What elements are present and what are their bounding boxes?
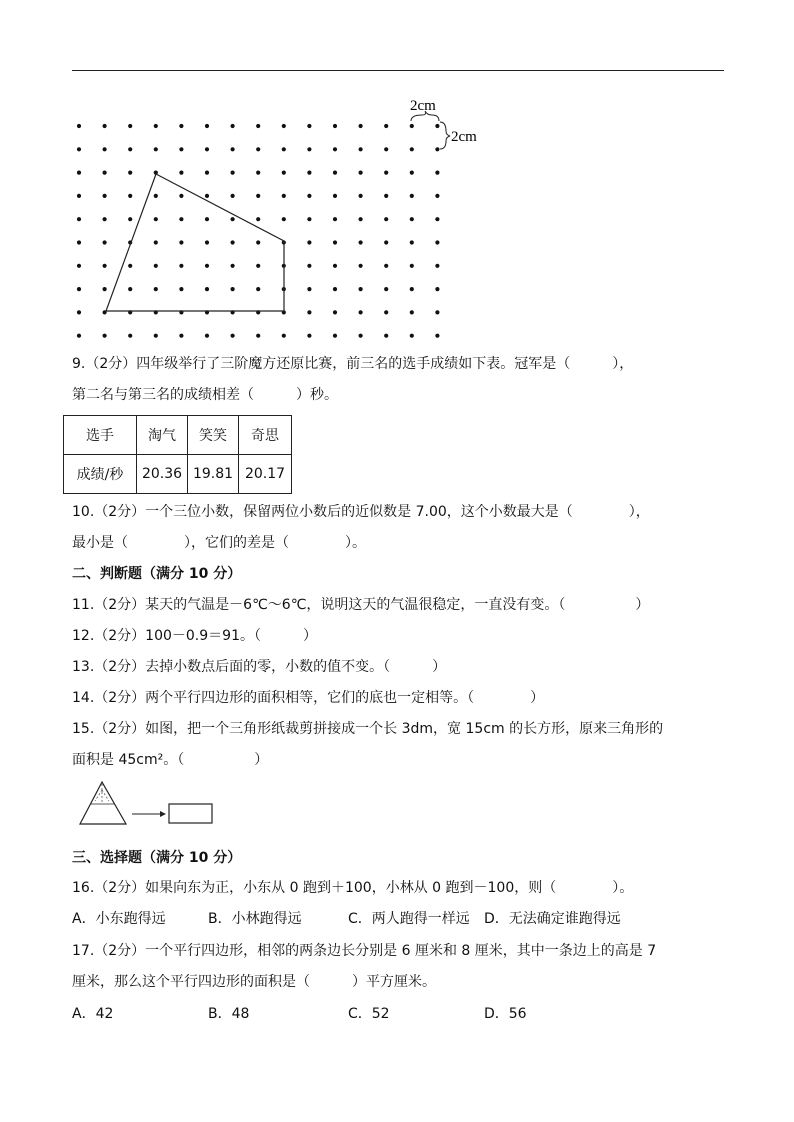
grid-dot [282,217,286,221]
grid-dot [103,147,107,151]
grid-dot [307,217,311,221]
grid-dot [410,194,414,198]
grid-dot [103,334,107,338]
grid-dot [359,334,363,338]
table-header-cell: 笑笑 [188,416,239,455]
grid-dot [128,217,132,221]
grid-dot [307,124,311,128]
grid-dot [435,240,439,244]
grid-dot [103,194,107,198]
grid-dot [359,171,363,175]
q16-option-a: A．小东跑得远 [72,911,166,927]
grid-dot [128,194,132,198]
grid-dot [77,310,81,314]
triangle-dash-left [95,790,102,801]
grid-dot [205,334,209,338]
grid-dot [205,217,209,221]
grid-dot [359,217,363,221]
grid-dot [282,194,286,198]
table-header-cell: 奇思 [239,416,292,455]
grid-dot [333,310,337,314]
q15-line1: 15.（2分）如图，把一个三角形纸裁剪拼接成一个长 3dm，宽 15cm 的长方形，原来三角形的 [72,721,664,737]
grid-dot [103,124,107,128]
grid-dot [179,194,183,198]
grid-dot [410,217,414,221]
table-row [64,455,292,494]
grid-dot [256,194,260,198]
grid-dot [103,171,107,175]
grid-dot [77,147,81,151]
grid-dot [103,217,107,221]
grid-dot [282,147,286,151]
grid-dot [333,171,337,175]
grid-dot [154,147,158,151]
grid-dot [384,287,388,291]
dot-grid-figure [0,0,794,345]
grid-dot [77,287,81,291]
grid-dot [179,217,183,221]
grid-dot [205,287,209,291]
q16-option-d: D．无法确定谁跑得远 [484,911,621,927]
grid-dot [205,240,209,244]
grid-dot [205,147,209,151]
grid-dots [77,124,440,338]
grid-dot [128,171,132,175]
grid-dot [179,124,183,128]
grid-dot [231,217,235,221]
grid-dot [384,264,388,268]
grid-dot [231,287,235,291]
grid-dot [231,264,235,268]
grid-dot [410,264,414,268]
grid-dot [384,334,388,338]
grid-dot [333,287,337,291]
grid-dot [435,124,439,128]
grid-dot [77,194,81,198]
q17-option-a: A．42 [72,1006,114,1022]
table-cell: 20.17 [239,455,292,494]
grid-dot [435,171,439,175]
grid-dot [410,334,414,338]
table-header-cell: 淘气 [137,416,188,455]
grid-dot [154,194,158,198]
section3-title: 三、选择题（满分 10 分） [72,850,242,866]
grid-dot [384,171,388,175]
grid-dot [333,194,337,198]
grid-dot [359,310,363,314]
grid-dot [435,147,439,151]
grid-dot [256,217,260,221]
grid-dot [205,264,209,268]
grid-dot [77,264,81,268]
grid-dot [154,287,158,291]
grid-dot [410,287,414,291]
q15-line2: 面积是 45cm²。（ ） [72,752,269,768]
grid-dot [307,264,311,268]
q10-line1: 10.（2分）一个三位小数，保留两位小数后的近似数是 7.00，这个小数最大是（ ）， [72,504,650,520]
grid-dot [205,194,209,198]
grid-dot [410,124,414,128]
grid-dot [333,240,337,244]
rectangle-shape [169,804,212,823]
grid-dot [307,287,311,291]
grid-dot [103,287,107,291]
table-row-label: 成绩/秒 [64,455,137,494]
grid-dot [179,264,183,268]
grid-dot [384,147,388,151]
grid-dot [205,171,209,175]
grid-dot [307,310,311,314]
q16-option-c: C．两人跑得一样远 [348,911,470,927]
grid-dot [410,240,414,244]
grid-dot [231,147,235,151]
q11-text: 11.（2分）某天的气温是－6℃～6℃，说明这天的气温很稳定，一直没有变。（ ） [72,597,650,613]
q10-line2: 最小是（ ），它们的差是（ ）。 [72,535,366,551]
grid-dot [282,334,286,338]
grid-dot [256,240,260,244]
grid-dot [179,287,183,291]
grid-dot [410,147,414,151]
section2-title: 二、判断题（满分 10 分） [72,566,242,582]
q9-line2: 第二名与第三名的成绩相差（ ）秒。 [72,387,338,403]
grid-dot [435,194,439,198]
grid-dot [77,334,81,338]
table-header-cell: 选手 [64,416,137,455]
grid-dot [359,124,363,128]
grid-dot [154,240,158,244]
grid-dot [307,334,311,338]
grid-dot [282,171,286,175]
grid-dot [154,124,158,128]
grid-dot [179,334,183,338]
table-header-row [64,416,292,455]
grid-dot [333,264,337,268]
grid-dot [410,310,414,314]
grid-dot [384,217,388,221]
grid-dot [231,194,235,198]
q17-option-d: D．56 [484,1006,527,1022]
grid-dot [128,147,132,151]
grid-dot [384,310,388,314]
q13-text: 13.（2分）去掉小数点后面的零，小数的值不变。（ ） [72,659,447,675]
scale-brace-vertical [440,122,450,149]
grid-dot [333,124,337,128]
q16-stem: 16.（2分）如果向东为正，小东从 0 跑到＋100，小林从 0 跑到－100，则（ ）。 [72,880,634,896]
q15-figure [76,780,221,828]
arrow-head-icon [160,811,166,817]
grid-dot [333,147,337,151]
grid-dot [128,334,132,338]
grid-dot [103,264,107,268]
triangle-shape [80,782,126,824]
grid-dot [359,147,363,151]
grid-dot [128,264,132,268]
grid-dot [256,124,260,128]
grid-dot [231,124,235,128]
grid-dot [154,334,158,338]
grid-dot [384,124,388,128]
grid-dot [410,171,414,175]
q17-option-c: C．52 [348,1006,390,1022]
grid-dot [205,124,209,128]
grid-dot [256,334,260,338]
grid-dot [307,147,311,151]
grid-dot [435,287,439,291]
grid-dot [359,194,363,198]
scale-label-vertical: 2cm [451,129,477,145]
table-cell: 19.81 [188,455,239,494]
q12-text: 12.（2分）100－0.9＝91。（ ） [72,628,317,644]
q17-line1: 17.（2分）一个平行四边形，相邻的两条边长分别是 6 厘米和 8 厘米，其中一条边上的高是 7 [72,943,657,959]
score-table [63,415,292,494]
grid-dot [435,310,439,314]
grid-dot [77,171,81,175]
grid-dot [333,217,337,221]
grid-dot [359,264,363,268]
q17-option-b: B．48 [208,1006,250,1022]
grid-dot [179,240,183,244]
grid-dot [256,264,260,268]
grid-dot [333,334,337,338]
grid-dot [307,194,311,198]
grid-dot [128,287,132,291]
grid-dot [231,334,235,338]
grid-dot [77,124,81,128]
grid-dot [307,171,311,175]
grid-dot [179,147,183,151]
grid-dot [128,124,132,128]
grid-dot [307,240,311,244]
grid-dot [384,240,388,244]
grid-dot [256,171,260,175]
q9-line1: 9.（2分）四年级举行了三阶魔方还原比赛，前三名的选手成绩如下表。冠军是（ ）， [72,356,634,372]
grid-dot [154,264,158,268]
grid-dot [435,334,439,338]
grid-dot [231,171,235,175]
grid-dot [77,217,81,221]
grid-dot [435,217,439,221]
grid-dot [359,240,363,244]
grid-dot [179,171,183,175]
grid-dot [256,147,260,151]
grid-dot [77,240,81,244]
q16-option-b: B．小林跑得远 [208,911,302,927]
grid-dot [231,240,235,244]
grid-dot [154,217,158,221]
table-cell: 20.36 [137,455,188,494]
scale-label-horizontal: 2cm [410,98,436,114]
q14-text: 14.（2分）两个平行四边形的面积相等，它们的底也一定相等。（ ） [72,690,545,706]
grid-dot [282,124,286,128]
grid-dot [103,240,107,244]
grid-dot [435,264,439,268]
grid-dot [384,194,388,198]
q17-line2: 厘米，那么这个平行四边形的面积是（ ）平方厘米。 [72,974,436,990]
grid-dot [359,287,363,291]
grid-dot [256,287,260,291]
